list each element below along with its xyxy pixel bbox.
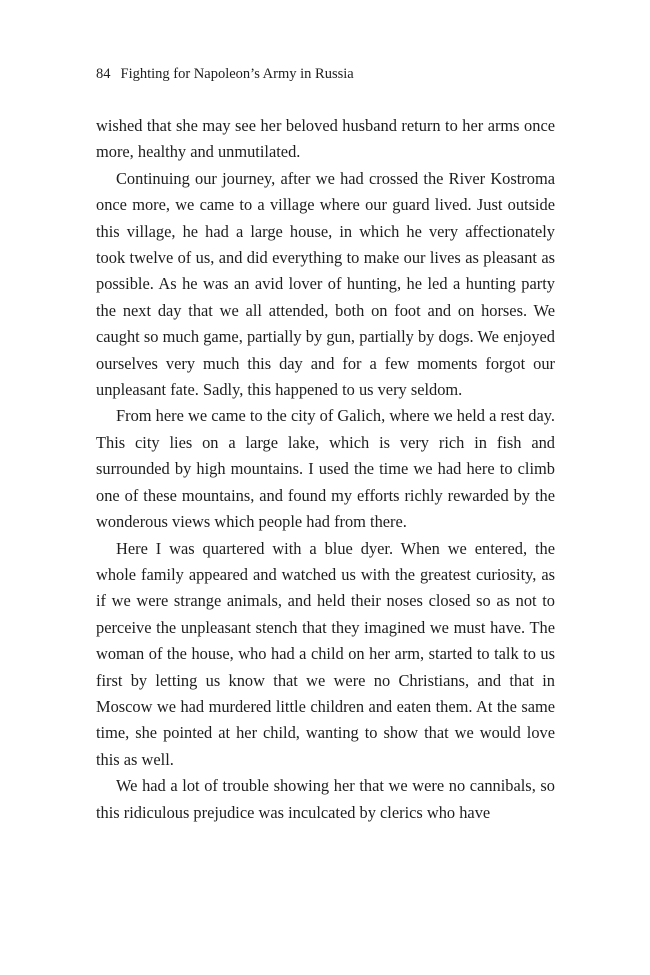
page-number: 84 bbox=[96, 66, 111, 82]
paragraph: Continuing our journey, after we had crossed the River Kostroma once more, we came to a village where our guard lived. Just outside this village, he had a large house, in which he very affectionately took twelve of us, and did everything to make our lives as pleasant as possible. As he was an avid lover of hunting, he led a hunting party the next day that we all attended, both on foot and on horses. We caught so much game, partially by gun, partially by dogs. We enjoyed ourselves very much this day and for a few moments forgot our unpleasant fate. Sadly, this happened to us very seldom. bbox=[96, 168, 555, 400]
body-text bbox=[96, 113, 555, 826]
paragraph-continued: wished that she may see her beloved husband return to her arms once more, healthy and unmutilated. bbox=[96, 116, 555, 162]
running-head-title: Fighting for Napoleon’s Army in Russia bbox=[120, 66, 354, 82]
paragraph: Here I was quartered with a blue dyer. When we entered, the whole family appeared and watched us with the greatest curiosity, as if we were strange animals, and held their noses closed so as not to perceive the unpleasant stench that they imagined we must have. The woman of the house, who had a child on her arm, started to talk to us first by letting us know that we were no Christians, and that in Moscow we had murdered little children and eaten them. At the same time, she pointed at her child, wanting to show that we would love this as well. bbox=[96, 538, 555, 769]
paragraph: We had a lot of trouble showing her that we were no cannibals, so this ridiculous prejudice was inculcated by clerics who have bbox=[96, 776, 555, 822]
paragraph: From here we came to the city of Galich, where we held a rest day. This city lies on a large lake, which is very rich in fish and surrounded by high mountains. I used the time we had here to climb one of these mountains, and found my efforts richly rewarded by the wonderous views which people had from there. bbox=[96, 406, 555, 532]
running-head bbox=[96, 65, 354, 83]
